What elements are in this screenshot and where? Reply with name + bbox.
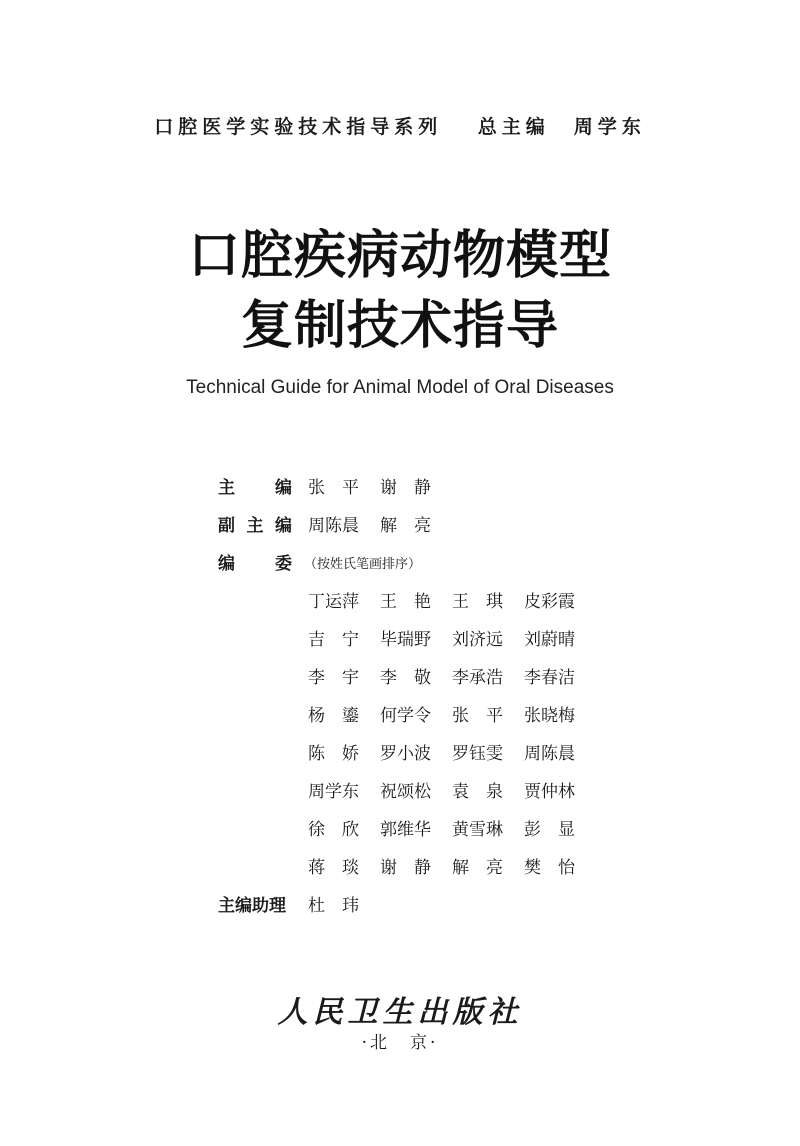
board-member-name: 丁运萍 [308, 592, 359, 612]
editor-name: 谢 静 [380, 478, 431, 498]
chief-editor-label [218, 474, 292, 502]
board-member-name: 毕瑞野 [380, 630, 431, 650]
board-member-name: 彭 显 [524, 820, 575, 840]
label-char: 副 [218, 516, 235, 536]
board-member-name: 袁 泉 [452, 782, 503, 802]
editor-name: 解 亮 [380, 516, 431, 536]
editor-name: 周陈晨 [308, 516, 359, 536]
board-member-name: 周学东 [308, 782, 359, 802]
board-member-name: 李春洁 [524, 668, 575, 688]
publisher-city: ·北 京· [361, 1033, 439, 1053]
english-title: Technical Guide for Animal Model of Oral Diseases [186, 377, 614, 398]
assistant-name: 杜 玮 [308, 896, 359, 916]
sorting-note: （按姓氏笔画排序） [304, 557, 422, 572]
board-members [308, 854, 596, 882]
board-member-name: 王 艳 [380, 592, 431, 612]
board-member-name: 罗钰雯 [452, 744, 503, 764]
label-char: 编 [218, 554, 235, 574]
board-member-name: 张晓梅 [524, 706, 575, 726]
book-title-line-2: 复制技术指导 [240, 296, 559, 356]
board-member-name: 郭维华 [380, 820, 431, 840]
chief-editor-names [308, 474, 452, 502]
board-member-name: 祝颂松 [380, 782, 431, 802]
board-members [308, 740, 596, 768]
book-title-line-1: 口腔疾病动物模型 [187, 226, 612, 286]
board-members [308, 702, 596, 730]
board-member-name: 黄雪琳 [452, 820, 503, 840]
board-member-name: 樊 怡 [524, 858, 575, 878]
editor-name: 张 平 [308, 478, 359, 498]
board-member-name: 吉 宁 [308, 630, 359, 650]
label-char: 主 [218, 478, 235, 498]
deputy-chief-editor-label [218, 512, 292, 540]
board-members [308, 588, 596, 616]
board-members [308, 778, 596, 806]
board-member-name: 王 琪 [452, 592, 503, 612]
board-member-name: 李 宇 [308, 668, 359, 688]
editorial-board-note-wrap [298, 550, 421, 580]
editorial-board-label [218, 550, 292, 578]
series-line: 口腔医学实验技术指导系列 总主编 周学东 [154, 116, 646, 138]
board-member-name: 杨 鎏 [308, 706, 359, 726]
label-char: 编 [275, 478, 292, 498]
publisher-logo: 人民卫生出版社 [277, 995, 523, 1030]
label-char: 委 [275, 554, 292, 574]
board-member-name: 贾仲林 [524, 782, 575, 802]
label-char: 编 [275, 516, 292, 536]
board-member-name: 皮彩霞 [524, 592, 575, 612]
board-member-name: 张 平 [452, 706, 503, 726]
assistant-names [308, 892, 380, 920]
board-member-name: 蒋 琰 [308, 858, 359, 878]
board-member-name: 李 敬 [380, 668, 431, 688]
board-member-name: 刘蔚晴 [524, 630, 575, 650]
board-member-name: 周陈晨 [524, 744, 575, 764]
board-member-name: 刘济远 [452, 630, 503, 650]
board-members [308, 816, 596, 844]
board-member-name: 解 亮 [452, 858, 503, 878]
board-member-name: 何学令 [380, 706, 431, 726]
board-member-name: 陈 娇 [308, 744, 359, 764]
board-member-name: 罗小波 [380, 744, 431, 764]
board-members [308, 626, 596, 654]
board-members [308, 664, 596, 692]
board-member-name: 徐 欣 [308, 820, 359, 840]
deputy-chief-editor-names [308, 512, 452, 540]
board-member-name: 李承浩 [452, 668, 503, 688]
board-member-name: 谢 静 [380, 858, 431, 878]
label-char: 主 [246, 516, 264, 536]
assistant-label: 主编助理 [218, 896, 286, 916]
